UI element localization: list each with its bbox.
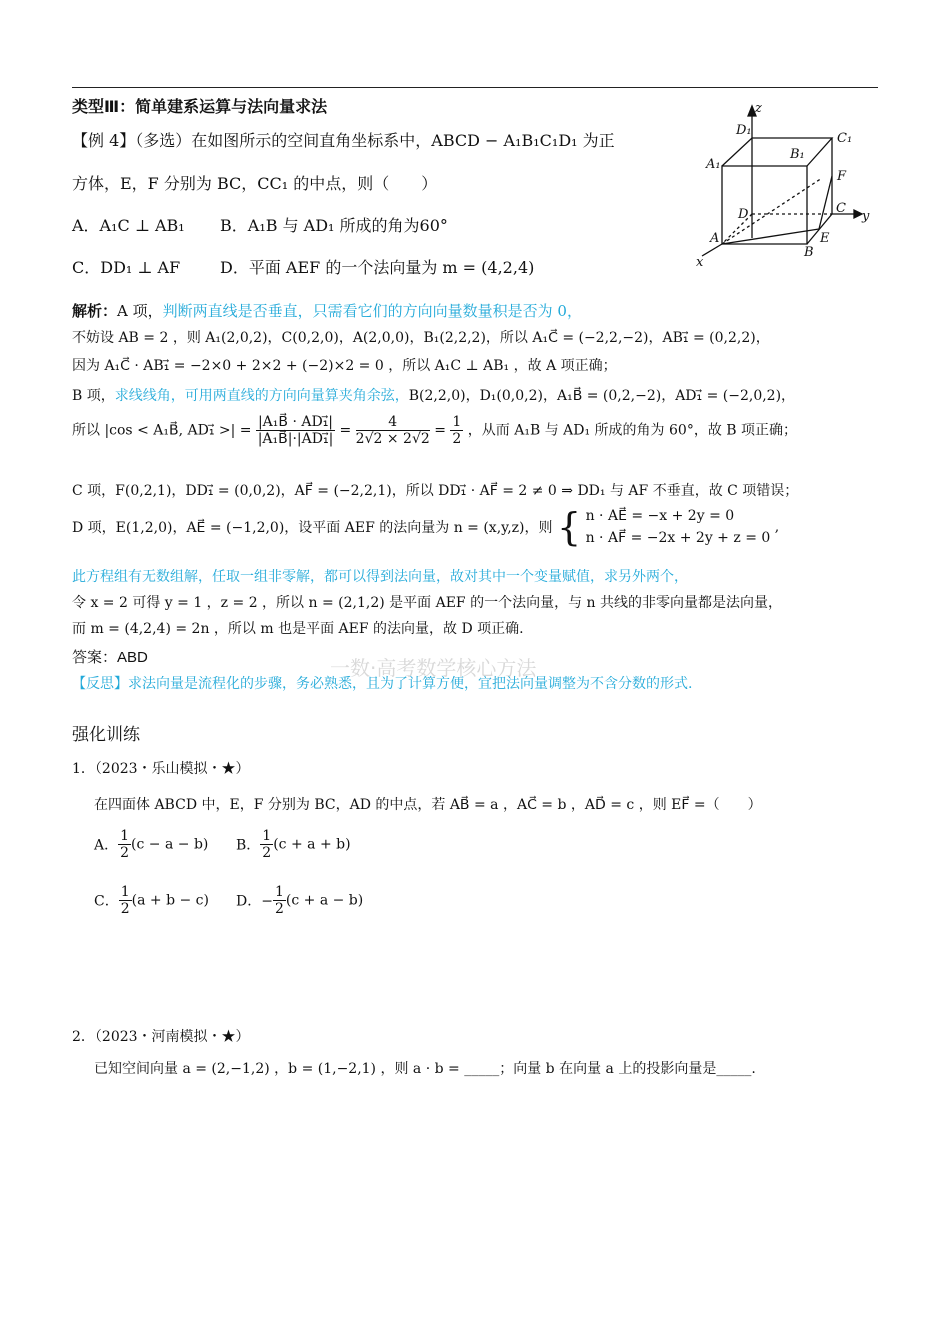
solution-d-line1 xyxy=(72,505,780,549)
label-f: F xyxy=(837,169,847,184)
solution-d-line2: 令 x = 2 可得 y = 1 ，z = 2 ，所以 n = (2,1,2) 是平面 AEF 的一个法向量，与 n 共线的非零向量都是法向量， xyxy=(72,595,782,611)
a-intro: A 项， xyxy=(117,302,163,320)
label-c: C xyxy=(836,201,846,216)
solution-b-line1 xyxy=(72,385,795,405)
line-ae xyxy=(722,229,819,244)
solution-b-line2: 所以 |cos < A₁B⃗, AD₁⃗ >| = $\frac{\text{|A₁B⃗ · AD₁⃗|}}{\text{|A₁B⃗|·|AD₁⃗|}}$ = $\frac{4}{2√2 \times 2√2}$ = $\frac{1}{2}$ ，从而 A₁B 与 AD₁ 所成的角为 60°，故 B 项正确； xyxy=(72,414,798,447)
reflection-text: 求法向量是流程化的步骤，务必熟悉，且为了计算方便，宜把法向量调整为不含分数的形式. xyxy=(128,676,693,692)
label-x: x xyxy=(696,255,704,270)
q1-c-half xyxy=(119,884,132,917)
option-a: A．A₁C ⊥ AB₁ xyxy=(72,216,185,235)
reflection-label: 【反思】 xyxy=(72,675,128,691)
label-y: y xyxy=(862,209,870,224)
example-line-1: 【例 4】（多选）在如图所示的空间直角坐标系中，ABCD − A₁B₁C₁D₁ 为正 xyxy=(72,131,615,150)
q1-d-expr: (c + a − b) xyxy=(285,892,364,909)
q1-a-expr: (c − a − b) xyxy=(131,836,209,853)
b-cos-pre: 所以 |cos < A₁B⃗, AD₁⃗ >| = xyxy=(72,422,252,439)
training-heading: 强化训练 xyxy=(72,725,140,744)
q1-b-half-num: 1 xyxy=(262,828,272,844)
d-brace: { xyxy=(556,505,582,549)
label-z: z xyxy=(755,101,762,116)
b-frac-3-den: 2 xyxy=(452,431,462,447)
q1-d-label: D．− xyxy=(236,893,273,910)
answer: 答案：ABD xyxy=(72,649,148,666)
q1-a-half-num: 1 xyxy=(120,828,130,844)
q1-header: 1．（2023・乐山模拟・★） xyxy=(72,761,250,777)
b-frac-1 xyxy=(256,414,335,447)
watermark: 一数·高考数学核心方法 xyxy=(330,656,537,680)
q2-header: 2．（2023・河南模拟・★） xyxy=(72,1029,250,1045)
q1-b-half xyxy=(260,828,273,861)
label-a: A xyxy=(710,231,720,246)
q1-d-half-den: 2 xyxy=(274,901,284,917)
solution-c-line: C 项，F(0,2,1)，DD₁⃗ = (0,0,2)，AF⃗ = (−2,2,1)，所以 DD₁⃗ · AF⃗ = 2 ≠ 0 ⇒ DD₁ 与 AF 不垂直，故 C 项错误； xyxy=(72,483,799,499)
q1-b-label: B． xyxy=(236,837,261,854)
option-b: B．A₁B 与 AD₁ 所成的角为60° xyxy=(220,216,448,235)
q1-c-half-den: 2 xyxy=(120,901,130,917)
d-eq-1: n · AE⃗ = −x + 2y = 0 xyxy=(585,508,735,524)
b-points: B(2,2,0)，D₁(0,0,2)，A₁B⃗ = (0,2,−2)，AD₁⃗ = (−2,0,2)， xyxy=(408,388,796,404)
label-a1: A₁ xyxy=(706,157,721,172)
q1-c-label: C． xyxy=(94,893,119,910)
reflection xyxy=(72,673,692,693)
top-rule xyxy=(72,87,878,88)
b-frac-2 xyxy=(356,414,430,447)
label-e: E xyxy=(820,231,830,246)
cube-figure xyxy=(692,96,882,276)
label-b: B xyxy=(804,245,814,260)
a-hint: 判断两直线是否垂直，只需看它们的方向向量数量积是否为 0， xyxy=(162,302,582,320)
q1-d-half-num: 1 xyxy=(274,884,284,900)
y-arrow xyxy=(854,210,862,218)
q1-option-d xyxy=(236,884,363,917)
solution-a-line1: 不妨设 AB = 2 ，则 A₁(2,0,2)，C(0,2,0)，A(2,0,0)，B₁(2,2,2)，所以 A₁C⃗ = (−2,2,−2)，AB₁⃗ = (0,2,2)， xyxy=(72,330,770,346)
solution-d-line3: 而 m = (4,2,4) = 2n ，所以 m 也是平面 AEF 的法向量，故 D 项正确. xyxy=(72,621,524,637)
d-hint: 此方程组有无数组解，任取一组非零解，都可以得到法向量，故对其中一个变量赋值，求另外两个， xyxy=(72,569,688,585)
section-title: 类型Ⅲ：简单建系运算与法向量求法 xyxy=(72,97,328,116)
option-c: C．DD₁ ⊥ AF xyxy=(72,258,181,277)
example-line-2: 方体，E，F 分别为 BC，CC₁ 的中点，则（ ） xyxy=(72,174,438,193)
b-frac-1-num: |A₁B⃗ · AD₁⃗| xyxy=(257,414,334,430)
b-frac-3 xyxy=(450,414,463,447)
b-intro: B 项， xyxy=(72,388,115,404)
b-frac-3-num: 1 xyxy=(452,414,462,430)
b-frac-2-den: 2√2 × 2√2 xyxy=(355,431,430,447)
solution-a-line2: 因为 A₁C⃗ · AB₁⃗ = −2×0 + 2×2 + (−2)×2 = 0 ，所以 A₁C ⊥ AB₁ ，故 A 项正确； xyxy=(72,358,617,374)
q1-option-a xyxy=(94,828,208,861)
d-eq-2: n · AF⃗ = −2x + 2y + z = 0 xyxy=(585,530,771,546)
label-d1: D₁ xyxy=(736,123,752,138)
q1-c-expr: (a + b − c) xyxy=(131,892,209,909)
b-hint: 求线线角，可用两直线的方向向量算夹角余弦， xyxy=(114,388,409,404)
q1-b-expr: (c + a + b) xyxy=(273,836,351,853)
q1-c-half-num: 1 xyxy=(120,884,130,900)
q1-option-c xyxy=(94,884,209,917)
d-intro: D 项，E(1,2,0)，AE⃗ = (−1,2,0)，设平面 AEF 的法向量为 n = (x,y,z)，则 xyxy=(72,520,553,536)
q1-option-b xyxy=(236,828,351,861)
q1-stem: 在四面体 ABCD 中，E，F 分别为 BC，AD 的中点，若 AB⃗ = a ，AC⃗ = b ，AD⃗ = c ，则 EF⃗ =（ ） xyxy=(94,797,762,813)
b-frac-2-num: 4 xyxy=(356,414,430,431)
q1-a-half-den: 2 xyxy=(120,845,130,861)
b-frac-1-den: |A₁B⃗|·|AD₁⃗| xyxy=(257,431,334,447)
d-comma: , xyxy=(774,519,780,535)
solution-a-intro xyxy=(72,300,582,321)
q1-b-half-den: 2 xyxy=(262,845,272,861)
solution-label: 解析： xyxy=(72,303,118,320)
label-b1: B₁ xyxy=(790,147,805,162)
q1-a-label: A． xyxy=(94,837,119,854)
q1-d-half xyxy=(273,884,286,917)
label-c1: C₁ xyxy=(837,131,853,146)
top-face xyxy=(722,138,832,166)
label-d: D xyxy=(738,207,749,222)
q1-a-half xyxy=(118,828,131,861)
b-conclusion: ，从而 A₁B 与 AD₁ 所成的角为 60°，故 B 项正确； xyxy=(467,422,798,439)
q2-stem: 已知空间向量 a = (2,−1,2) ，b = (1,−2,1) ，则 a · b = _____；向量 b 在向量 a 上的投影向量是_____. xyxy=(94,1061,756,1077)
d-system xyxy=(586,508,771,546)
option-d: D．平面 AEF 的一个法向量为 m = (4,2,4) xyxy=(220,258,535,277)
